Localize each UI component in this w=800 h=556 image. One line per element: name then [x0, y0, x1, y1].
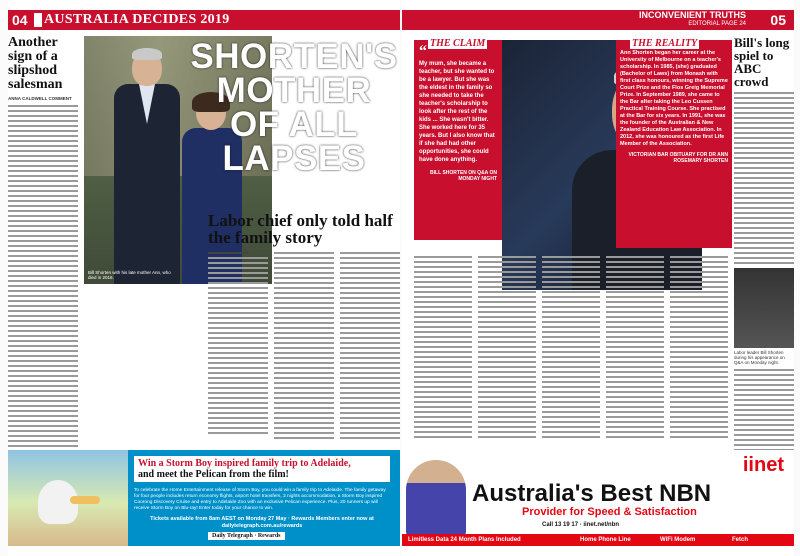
sidebar-photo — [734, 268, 794, 348]
right-article-body — [414, 256, 732, 446]
main-headline — [188, 37, 400, 178]
subheadline: Labor chief only told half the family story — [208, 211, 393, 247]
reality-box — [616, 40, 732, 248]
quote-icon: “ — [419, 43, 427, 60]
ad-feature-bar — [402, 534, 794, 546]
article-column — [478, 256, 536, 446]
headline-line: LAPSES — [222, 139, 366, 178]
claim-tag: THE CLAIM — [430, 38, 486, 49]
reality-text: Ann Shorten began her career at the University of Melbourne on a teacher's scholarship. In 1985, (she) graduated (Bachelor of Laws) from Monash with first class honours, winning the Supreme Court Prize and the Flos Greig Memorial Prize. In September 1989, she came to the Bar after taking the Leo Cussen Practical Training Course. She practised at the Bar for six years. In 1991, she was the founder of the Australian & New Zealand Education Law Association. In 2012, she was honoured as the first Life Member of the Association. — [620, 50, 728, 147]
right-page-header — [402, 10, 794, 30]
article-body — [208, 252, 400, 446]
ad-tagline: Provider for Speed & Satisfaction — [522, 506, 697, 518]
sidebar-byline: ANNA CALDWELL COMMENT — [8, 96, 72, 101]
article-column — [414, 256, 472, 446]
claim-quote: My mum, she became a teacher, but she wanted to be a lawyer. But she was the eldest in the family so she needed to take the teacher's scholarship to look after the rest of the kids ... She wasn't bitter. She worked here for 35 years. But I also know that if she had had other opportunities, she could have done anything. — [419, 61, 495, 163]
ad-feature: Limitless Data 24 Month Plans Included — [408, 537, 521, 543]
right-sidebar-body-cont — [734, 369, 794, 451]
iinet-logo: iinet — [742, 454, 784, 476]
ad-phone: Call 13 19 17 · iinet.net/nbn — [542, 522, 620, 528]
sidebar-photo-caption: Labor leader Bill Shorten during his appearance on Q&A on Monday night. — [734, 350, 785, 365]
ad-headline: Win a Storm Boy inspired family trip to Adelaide, and meet the Pelican from the film! — [134, 456, 390, 482]
claim-attribution: BILL SHORTEN ON Q&A ON MONDAY NIGHT — [430, 170, 497, 182]
right-sidebar-body — [734, 92, 794, 264]
claim-box — [414, 40, 502, 240]
page-number: 05 — [770, 12, 786, 28]
ad-feature: Fetch — [732, 537, 749, 543]
article-column — [340, 252, 400, 446]
photo-caption: Bill Shorten with his late mother Ann, who died in 2016. — [88, 270, 171, 280]
reality-tag: THE REALITY — [632, 38, 698, 49]
article-column — [208, 252, 268, 446]
ad-brand: Daily Telegraph · Rewards — [208, 532, 285, 540]
right-page — [402, 0, 794, 556]
ad-tickets: Tickets available from 8am AEST on Monday 27 May · Rewards Members enter now at dailytelegraph.com.au/rewards — [150, 516, 374, 529]
headline-line: MOTHER — [216, 71, 372, 110]
ad-headline: Australia's Best NBN — [472, 480, 712, 507]
reality-attribution: VICTORIAN BAR OBITUARY FOR DR ANN ROSEMARY SHORTEN — [628, 152, 728, 164]
section-title: AUSTRALIA DECIDES 2019 — [44, 12, 230, 27]
article-column — [274, 252, 334, 446]
headline-line: OF ALL — [229, 105, 359, 144]
flag-icon — [34, 13, 42, 27]
iinet-advertisement[interactable] — [402, 450, 794, 546]
right-sidebar-headline: Bill's long spiel to ABC crowd — [734, 35, 790, 89]
ad-feature: Home Phone Line — [580, 537, 631, 543]
sidebar-body-text — [8, 105, 78, 452]
article-column — [606, 256, 664, 446]
ad-artwork — [8, 450, 128, 546]
man-figure — [114, 50, 184, 284]
sidebar-column — [8, 36, 78, 446]
left-page — [8, 0, 400, 556]
kicker: INCONVENIENT TRUTHS EDITORIAL PAGE 24 — [638, 10, 746, 27]
ad-feature: WiFi Modem — [660, 537, 696, 543]
ad-person-image — [406, 460, 466, 536]
article-column — [670, 256, 728, 446]
headline-line: SHORTEN'S — [190, 37, 398, 76]
page-number: 04 — [12, 12, 28, 28]
article-column — [542, 256, 600, 446]
right-sidebar — [734, 36, 794, 446]
ad-copy: To celebrate the Home Entertainment release of Storm Boy, you could win a family trip to Adelaide. The family getaway for four people includes return economy flights, airport hotel transfers, 3 nights accommodation, a Storm Boy inspired Coorong Discovery Cruise and entry to Adelaide Zoo with an exclusive Pelican experience. Plus, 20 runners up will receive Storm Boy on Blu-ray! Enter today for your chance to win. — [134, 488, 386, 511]
left-page-header — [8, 10, 400, 30]
sidebar-headline: Another sign of a slipshod salesman — [8, 35, 63, 92]
competition-advertisement[interactable] — [8, 450, 400, 546]
